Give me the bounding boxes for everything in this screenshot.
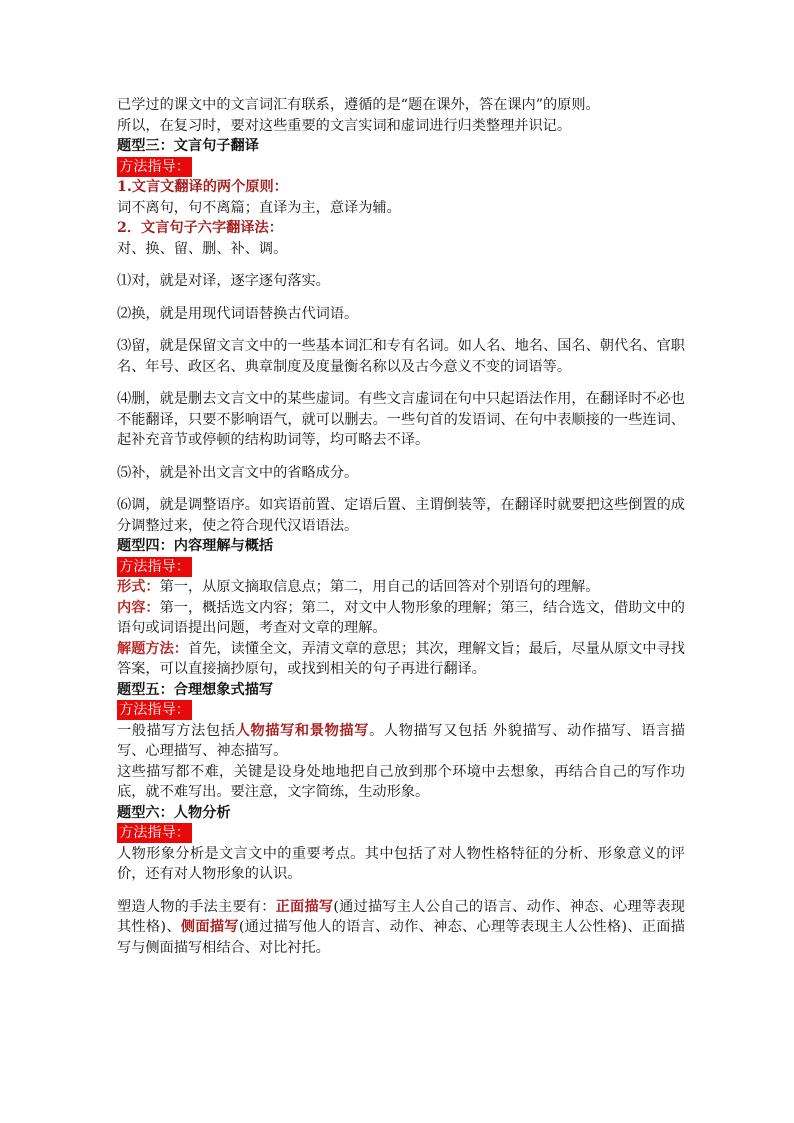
section4-method-tag: 方法指导： xyxy=(119,558,190,575)
section4-content xyxy=(117,598,685,639)
section6-method-tag: 方法指导： xyxy=(119,825,190,841)
section3-six-char-body: 对、换、留、删、补、调。 xyxy=(117,240,288,257)
document-page xyxy=(117,95,685,958)
section4-form-label: 形式： xyxy=(117,579,160,595)
section5-body-2: 这些描写都不难，关键是设身处地地把自己放到那个环境中去想象，再结合自己的写作功底，就不难写出。要注意，文字简练，生动形象。 xyxy=(117,763,685,800)
section3-item-4: ⑷删，就是删去文言文中的某些虚词。有些文言虚词在句中只起语法作用，在翻译时不必也不能翻译，只要不影响语气，就可以删去。一些句首的发语词、在句中表顺接的一些连词、起补充音节或停顿的结构助词等，均可略去不译。 xyxy=(117,391,685,448)
section3-item-2: ⑵换，就是用现代词语替换古代词语。 xyxy=(117,305,359,322)
section4-method-body: 首先，读懂全文，弄清文章的意思；其次，理解文旨；最后，尽量从原文中寻找答案，可以直接摘抄原句，或找到相关的句子再进行翻译。 xyxy=(117,640,685,677)
section3-item-3: ⑶留，就是保留文言文中的一些基本词汇和专有名词。如人名、地名、国名、朝代名、官职名、年号、政区名、典章制度及度量衡名称以及古今意义不变的词语等。 xyxy=(117,338,685,375)
section5-body-1a: 一般描写方法包括 xyxy=(117,722,236,739)
section5-body-1 xyxy=(117,721,685,762)
section6-body-2a: 塑造人物的手法主要有： xyxy=(117,898,276,915)
section6-side-description: 侧面描写 xyxy=(180,919,239,935)
section5-method-tag: 方法指导： xyxy=(119,702,190,718)
section3-title: 题型三：文言句子翻译 xyxy=(117,138,259,154)
intro-line-1: 已学过的课文中的文言词汇有联系，遵循的是“题在课外，答在课内”的原则。 xyxy=(117,97,600,113)
section5-body-1-emphasis: 人物描写和景物描写 xyxy=(235,722,370,739)
section3-item-6: ⑹调，就是调整语序。如宾语前置、定语后置、主谓倒装等，在翻译时就要把这些倒置的成分调整过来，使之符合现代汉语语法。 xyxy=(117,497,685,534)
section4-form xyxy=(117,577,685,598)
section3-principles-body: 词不离句，句不离篇；直译为主，意译为辅。 xyxy=(117,199,401,216)
section6-body-2c: (通过描写他人的语言、动作、神态、心理等表现主人公性格)、正面描写与侧面描写相结合、对比衬托。 xyxy=(117,919,685,956)
section4-form-body: 第一，从原文摘取信息点；第二，用自己的话回答对个别语句的理解。 xyxy=(159,579,600,595)
section3-principles-title: 1.文言文翻译的两个原则： xyxy=(117,179,288,195)
section6-front-description: 正面描写 xyxy=(275,898,334,915)
section5-title: 题型五：合理想象式描写 xyxy=(117,681,274,698)
section4-method xyxy=(117,639,685,680)
section3-item-5: ⑸补，就是补出文言文中的省略成分。 xyxy=(117,464,359,481)
section6-body-1: 人物形象分析是文言文中的重要考点。其中包括了对人物性格特征的分析、形象意义的评价，还有对人物形象的认识。 xyxy=(117,845,685,882)
section4-method-label: 解题方法： xyxy=(117,640,188,657)
intro-line-2: 所以，在复习时，要对这些重要的文言实词和虚词进行归类整理并识记。 xyxy=(117,117,572,134)
section6-body-2b: (通过描写主人公自己的语言、动作、神态、心理等表现其性格)、 xyxy=(117,898,685,935)
section3-item-1: ⑴对，就是对译，逐字逐句落实。 xyxy=(117,273,330,289)
section4-title: 题型四：内容理解与概括 xyxy=(117,538,274,554)
section5-body-1b: 。人物描写又包括 外貌描写、动作描写、语言描写、心理描写、神态描写。 xyxy=(117,722,685,759)
section3-method-tag: 方法指导： xyxy=(119,158,190,175)
section6-body-2 xyxy=(117,897,685,959)
section3-six-char-title: 2．文言句子六字翻译法： xyxy=(117,220,283,236)
section6-title: 题型六：人物分析 xyxy=(117,804,231,821)
section4-content-label: 内容： xyxy=(117,599,160,616)
section4-content-body: 第一，概括选文内容；第二，对文中人物形象的理解；第三，结合选文，借助文中的语句或词语提出问题，考查对文章的理解。 xyxy=(117,599,685,636)
